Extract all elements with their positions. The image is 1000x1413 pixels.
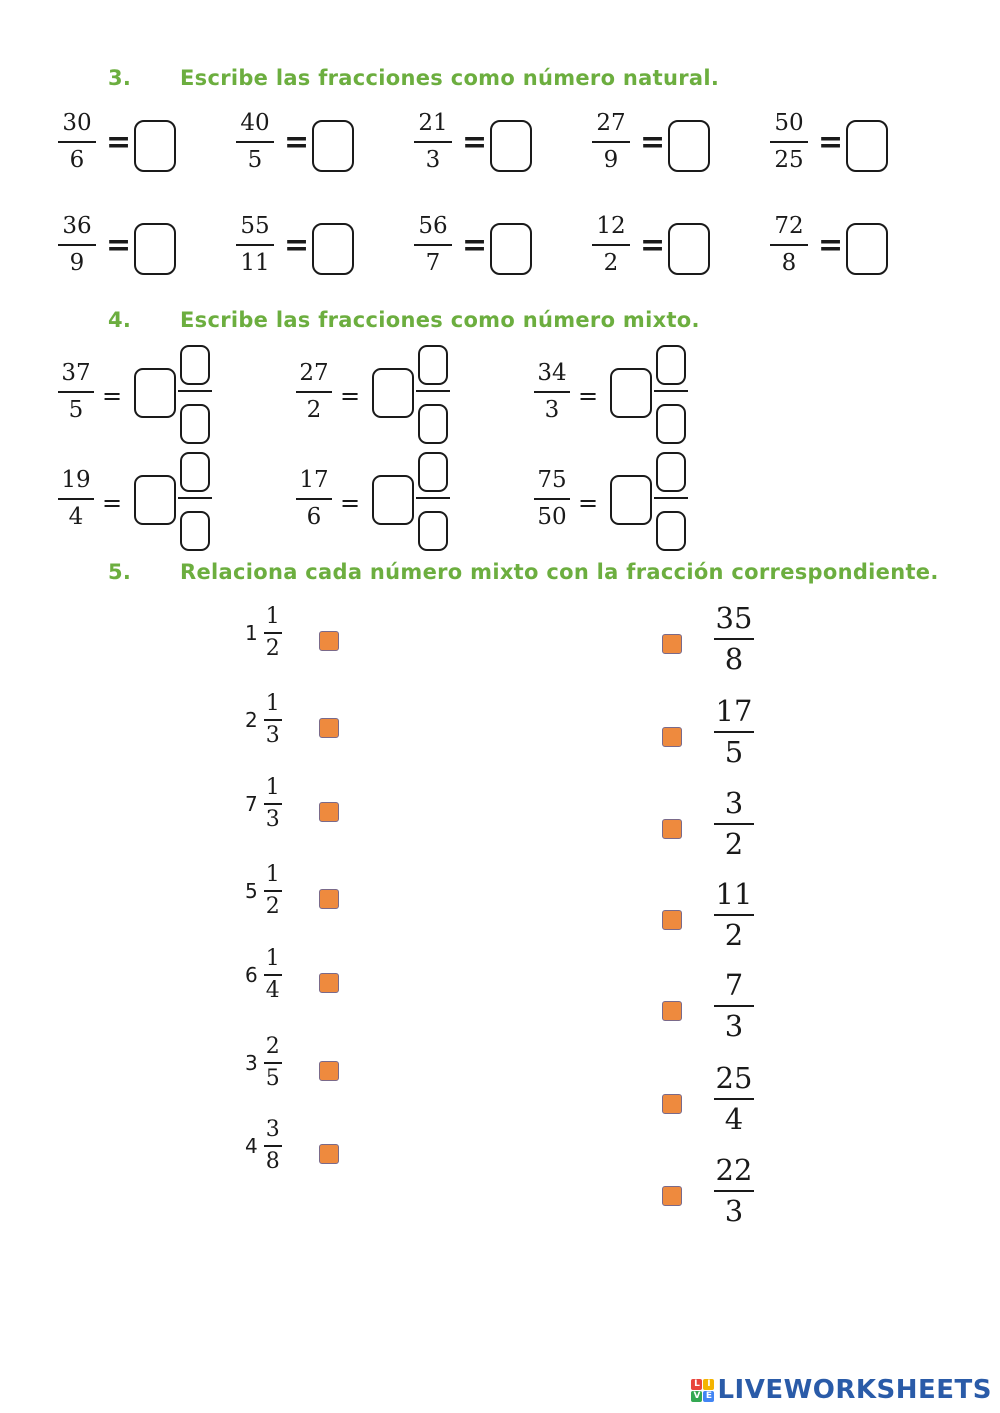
match-point-right[interactable] xyxy=(662,1001,682,1021)
fraction-denominator: 9 xyxy=(603,147,619,173)
mixed-whole: 5 xyxy=(245,879,258,903)
equals-sign: = xyxy=(640,125,666,160)
fraction-denominator: 11 xyxy=(240,250,270,276)
denominator-box[interactable] xyxy=(656,511,686,551)
section-4-title: Escribe las fracciones como número mixto. xyxy=(180,308,700,332)
mixed-whole: 7 xyxy=(245,792,258,816)
fraction xyxy=(58,112,96,172)
fraction-numerator: 3 xyxy=(724,786,744,820)
fraction xyxy=(264,1119,282,1173)
denominator-box[interactable] xyxy=(418,511,448,551)
answer-box[interactable] xyxy=(668,120,710,172)
match-point-right[interactable] xyxy=(662,727,682,747)
mixed-number xyxy=(245,1119,282,1173)
fraction-denominator: 5 xyxy=(265,1066,280,1091)
mixed-number xyxy=(245,1036,282,1090)
fraction xyxy=(714,877,754,952)
match-point-left[interactable] xyxy=(319,1061,339,1081)
fraction-denominator: 2 xyxy=(306,397,322,423)
match-point-right[interactable] xyxy=(662,634,682,654)
match-point-left[interactable] xyxy=(319,1144,339,1164)
equals-sign: = xyxy=(106,228,132,263)
fraction-numerator: 27 xyxy=(299,360,329,386)
fraction-numerator: 40 xyxy=(240,110,270,136)
fraction-numerator: 27 xyxy=(596,110,626,136)
answer-box[interactable] xyxy=(490,223,532,275)
match-point-right[interactable] xyxy=(662,1186,682,1206)
mixed-whole: 2 xyxy=(245,708,258,732)
fraction xyxy=(236,112,274,172)
whole-number-box[interactable] xyxy=(372,475,414,525)
fraction xyxy=(714,786,754,861)
fraction-denominator: 8 xyxy=(265,1149,280,1174)
answer-box[interactable] xyxy=(312,223,354,275)
fraction-denominator: 2 xyxy=(724,918,744,952)
fraction-denominator: 6 xyxy=(69,147,85,173)
answer-box[interactable] xyxy=(490,120,532,172)
fraction xyxy=(264,777,282,831)
fraction-denominator: 2 xyxy=(265,636,280,661)
fraction xyxy=(264,1036,282,1090)
fraction-numerator: 17 xyxy=(299,467,329,493)
fraction-numerator: 35 xyxy=(715,601,753,635)
fraction xyxy=(414,215,452,275)
fraction-numerator: 1 xyxy=(265,691,280,716)
section-5-heading xyxy=(108,560,939,584)
fraction xyxy=(592,215,630,275)
denominator-box[interactable] xyxy=(180,404,210,444)
fraction xyxy=(770,112,808,172)
match-point-right[interactable] xyxy=(662,819,682,839)
fraction-numerator: 75 xyxy=(537,467,567,493)
fraction xyxy=(714,1153,754,1228)
fraction-bar xyxy=(654,497,688,499)
fraction-numerator: 25 xyxy=(715,1061,753,1095)
answer-box[interactable] xyxy=(312,120,354,172)
section-5-title: Relaciona cada número mixto con la fracción correspondiente. xyxy=(180,560,939,584)
fraction xyxy=(264,948,282,1002)
fraction-denominator: 5 xyxy=(68,397,84,423)
fraction xyxy=(296,469,332,529)
fraction xyxy=(58,469,94,529)
liveworksheets-logo xyxy=(691,1375,992,1405)
fraction-numerator: 12 xyxy=(596,213,626,239)
match-point-left[interactable] xyxy=(319,889,339,909)
fraction-denominator: 7 xyxy=(425,250,441,276)
fraction-denominator: 3 xyxy=(265,807,280,832)
equals-sign: = xyxy=(640,228,666,263)
numerator-box[interactable] xyxy=(180,345,210,385)
fraction-numerator: 19 xyxy=(61,467,91,493)
equals-sign: = xyxy=(462,125,488,160)
equals-sign: = xyxy=(818,228,844,263)
fraction-numerator: 1 xyxy=(265,604,280,629)
fraction xyxy=(714,694,754,769)
answer-box[interactable] xyxy=(134,120,176,172)
denominator-box[interactable] xyxy=(656,404,686,444)
fraction-bar xyxy=(416,497,450,499)
fraction xyxy=(264,864,282,918)
equals-sign: = xyxy=(818,125,844,160)
mixed-whole: 1 xyxy=(245,621,258,645)
equals-sign: = xyxy=(578,382,599,410)
answer-box[interactable] xyxy=(134,223,176,275)
fraction-numerator: 21 xyxy=(418,110,448,136)
match-point-left[interactable] xyxy=(319,718,339,738)
fraction-denominator: 2 xyxy=(265,894,280,919)
fraction-denominator: 3 xyxy=(265,723,280,748)
fraction-numerator: 2 xyxy=(265,1034,280,1059)
fraction-denominator: 3 xyxy=(425,147,441,173)
fraction-numerator: 72 xyxy=(774,213,804,239)
fraction-denominator: 3 xyxy=(544,397,560,423)
equals-sign: = xyxy=(340,489,361,517)
fraction-numerator: 56 xyxy=(418,213,448,239)
fraction xyxy=(714,1061,754,1136)
equals-sign: = xyxy=(462,228,488,263)
numerator-box[interactable] xyxy=(418,452,448,492)
fraction xyxy=(414,112,452,172)
fraction-denominator: 25 xyxy=(774,147,804,173)
equals-sign: = xyxy=(106,125,132,160)
equals-sign: = xyxy=(284,125,310,160)
fraction-numerator: 55 xyxy=(240,213,270,239)
whole-number-box[interactable] xyxy=(134,368,176,418)
equals-sign: = xyxy=(102,489,123,517)
fraction xyxy=(58,215,96,275)
mixed-number xyxy=(245,864,282,918)
numerator-box[interactable] xyxy=(180,452,210,492)
fraction xyxy=(770,215,808,275)
fraction xyxy=(296,362,332,422)
fraction-numerator: 3 xyxy=(265,1117,280,1142)
fraction-denominator: 6 xyxy=(306,504,322,530)
fraction-denominator: 5 xyxy=(247,147,263,173)
fraction xyxy=(236,215,274,275)
fraction-numerator: 11 xyxy=(715,877,753,911)
whole-number-box[interactable] xyxy=(610,475,652,525)
section-3-number: 3. xyxy=(108,66,132,90)
equals-sign: = xyxy=(578,489,599,517)
fraction-numerator: 22 xyxy=(715,1153,753,1187)
fraction-denominator: 2 xyxy=(603,250,619,276)
logo-text: LIVEWORKSHEETS xyxy=(717,1375,992,1405)
equals-sign: = xyxy=(340,382,361,410)
fraction xyxy=(264,693,282,747)
fraction-denominator: 9 xyxy=(69,250,85,276)
fraction-denominator: 2 xyxy=(724,827,744,861)
match-point-right[interactable] xyxy=(662,910,682,930)
logo-blocks-icon xyxy=(691,1379,714,1402)
mixed-whole: 6 xyxy=(245,963,258,987)
mixed-number xyxy=(245,693,282,747)
numerator-box[interactable] xyxy=(418,345,448,385)
equals-sign: = xyxy=(284,228,310,263)
section-4-number: 4. xyxy=(108,308,132,332)
fraction-numerator: 1 xyxy=(265,946,280,971)
logo-block-i: I xyxy=(703,1379,714,1390)
fraction xyxy=(592,112,630,172)
whole-number-box[interactable] xyxy=(372,368,414,418)
mixed-number xyxy=(245,606,282,660)
fraction xyxy=(534,469,570,529)
mixed-number xyxy=(245,777,282,831)
fraction-denominator: 50 xyxy=(537,504,567,530)
match-point-right[interactable] xyxy=(662,1094,682,1114)
whole-number-box[interactable] xyxy=(134,475,176,525)
section-5-number: 5. xyxy=(108,560,132,584)
mixed-number xyxy=(245,948,282,1002)
denominator-box[interactable] xyxy=(180,511,210,551)
match-point-left[interactable] xyxy=(319,973,339,993)
fraction xyxy=(534,362,570,422)
section-3-title: Escribe las fracciones como número natural. xyxy=(180,66,720,90)
fraction xyxy=(264,606,282,660)
match-point-left[interactable] xyxy=(319,631,339,651)
fraction-numerator: 1 xyxy=(265,775,280,800)
fraction-denominator: 5 xyxy=(724,735,744,769)
fraction xyxy=(58,362,94,422)
numerator-box[interactable] xyxy=(656,345,686,385)
fraction-numerator: 17 xyxy=(715,694,753,728)
fraction-bar xyxy=(654,390,688,392)
answer-box[interactable] xyxy=(668,223,710,275)
fraction-denominator: 4 xyxy=(265,978,280,1003)
answer-box[interactable] xyxy=(846,120,888,172)
whole-number-box[interactable] xyxy=(610,368,652,418)
match-point-left[interactable] xyxy=(319,802,339,822)
equals-sign: = xyxy=(102,382,123,410)
fraction-numerator: 37 xyxy=(61,360,91,386)
fraction xyxy=(714,601,754,676)
fraction-bar xyxy=(178,497,212,499)
numerator-box[interactable] xyxy=(656,452,686,492)
fraction-bar xyxy=(178,390,212,392)
fraction-numerator: 7 xyxy=(724,968,744,1002)
fraction-numerator: 30 xyxy=(62,110,92,136)
fraction-numerator: 34 xyxy=(537,360,567,386)
section-4-heading xyxy=(108,308,700,332)
fraction-numerator: 1 xyxy=(265,862,280,887)
logo-block-v: V xyxy=(691,1391,702,1402)
logo-block-l: L xyxy=(691,1379,702,1390)
fraction-denominator: 8 xyxy=(781,250,797,276)
fraction-numerator: 50 xyxy=(774,110,804,136)
fraction xyxy=(714,968,754,1043)
fraction-denominator: 4 xyxy=(724,1102,744,1136)
fraction-numerator: 36 xyxy=(62,213,92,239)
fraction-denominator: 8 xyxy=(724,642,744,676)
fraction-bar xyxy=(416,390,450,392)
fraction-denominator: 3 xyxy=(724,1194,744,1228)
fraction-denominator: 4 xyxy=(68,504,84,530)
logo-block-e: E xyxy=(703,1391,714,1402)
denominator-box[interactable] xyxy=(418,404,448,444)
section-3-heading xyxy=(108,66,719,90)
fraction-denominator: 3 xyxy=(724,1009,744,1043)
mixed-whole: 3 xyxy=(245,1051,258,1075)
mixed-whole: 4 xyxy=(245,1134,258,1158)
answer-box[interactable] xyxy=(846,223,888,275)
